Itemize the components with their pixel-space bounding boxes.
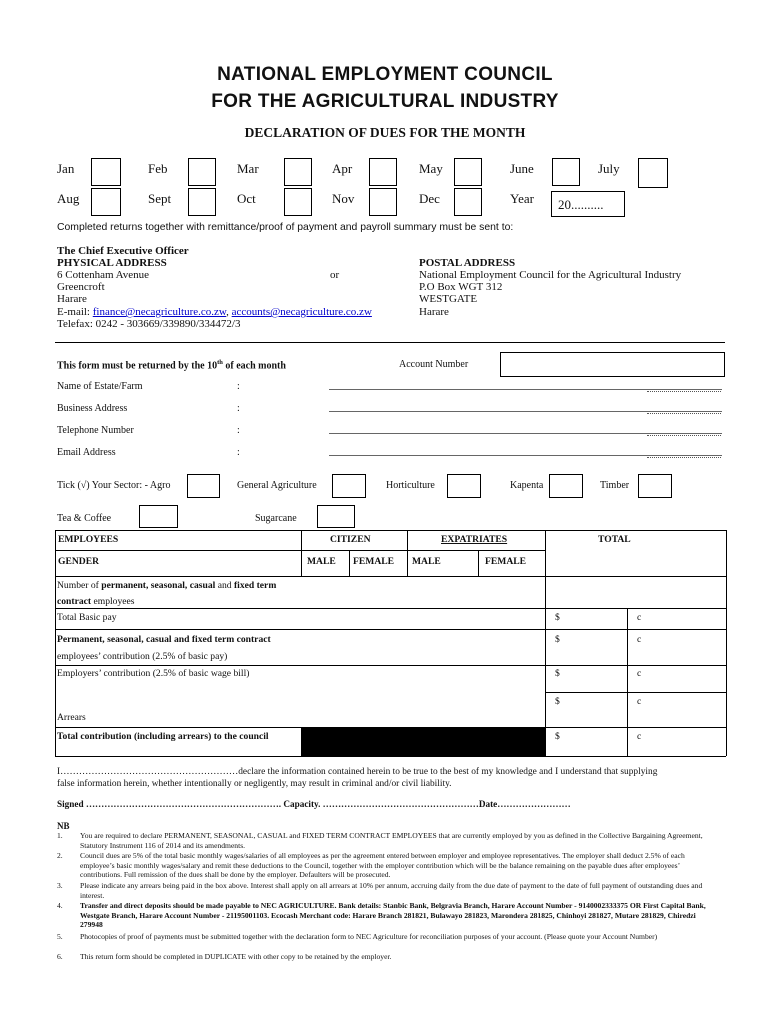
month-checkbox-dec[interactable] (454, 188, 482, 216)
field-label-telephone: Telephone Number (57, 425, 134, 436)
email-separator: , (226, 306, 232, 318)
sector-label-kapenta: Kapenta (510, 480, 544, 491)
dollar-sign: $ (555, 696, 560, 707)
physical-address-line: 6 Cottenham Avenue (57, 269, 150, 281)
nb-item-text: This return form should be completed in DUPLICATE with other copy to be retained by the employer. (80, 952, 392, 961)
month-label-jan: Jan (57, 161, 75, 176)
sector-label-timber: Timber (600, 480, 630, 491)
sector-label-horticulture: Horticulture (386, 480, 435, 491)
cent-sign: c (637, 634, 642, 645)
employer-contribution-cents-input[interactable] (646, 666, 725, 691)
table-rule (55, 756, 726, 757)
table-rule (407, 530, 408, 576)
account-number-label: Account Number (399, 359, 469, 370)
nb-item-number: 2. (57, 851, 63, 860)
month-label-nov: Nov (332, 191, 355, 206)
row-text-bold: contract (57, 596, 92, 607)
nb-item-text: Council dues are 5% of the total basic monthly wages/salaries of all employees as per the agreement entered between employer and employee representatives. The employer shall deduct 2.5% of each employee’s basic monthly wages/salary and remit these deductions to the Council, together with the employer contribution which will be the balance remaining on the payable dues after employees’ contributions. Full remission of the dues shall be done by the employer. Defaulters will be prosecuted. (80, 851, 685, 879)
dollar-sign: $ (555, 668, 560, 679)
field-label-business-address: Business Address (57, 403, 128, 414)
year-value: 20.......... (558, 197, 604, 212)
sector-checkbox-tea[interactable] (139, 505, 178, 528)
month-label-may: May (419, 161, 443, 176)
row-label-arrears: Arrears (57, 712, 86, 723)
month-checkbox-mar[interactable] (284, 158, 312, 186)
year-field[interactable] (551, 191, 625, 217)
return-note-text-end: of each month (222, 360, 286, 372)
total-contribution-cents-input[interactable] (646, 728, 725, 755)
nb-item-number: 6. (57, 952, 63, 961)
cent-sign: c (637, 612, 642, 623)
employer-contribution-dollars-input[interactable] (566, 666, 626, 691)
field-underline-extra (647, 435, 721, 436)
table-rule (478, 550, 479, 576)
nb-item-text: You are required to declare PERMANENT, SEASONAL, CASUAL and FIXED TERM CONTRACT EMPLOYEES that are currently employed by you as defined in the Collective Bargaining Agreement, Statutory Instrument 116 of 2014 and its amendments. (80, 831, 703, 850)
finance-email-link[interactable]: finance@necagriculture.co.zw (92, 306, 227, 318)
org-title-line1: NATIONAL EMPLOYMENT COUNCIL (217, 64, 553, 85)
col-header-employees: EMPLOYEES (58, 534, 119, 545)
row-label-total-basic-pay: Total Basic pay (57, 612, 117, 623)
field-colon: : (237, 403, 240, 414)
month-label-mar: Mar (237, 161, 259, 176)
table-rule (349, 550, 350, 576)
month-label-sep: Sept (148, 191, 172, 206)
month-checkbox-nov[interactable] (369, 188, 397, 216)
declaration-line: false information herein, whether intentionally or negligently, may result in criminal and/or civil liability. (57, 779, 452, 789)
nb-item-text: Photocopies of proof of payments must be submitted together with the declaration form to NEC Agriculture for reconciliation purposes of your account. (Please quote your Account Number) (80, 932, 658, 941)
arrears-cents-input[interactable] (646, 693, 725, 726)
shaded-cells (301, 727, 545, 756)
month-checkbox-aug[interactable] (91, 188, 121, 216)
table-rule (55, 530, 56, 756)
cent-sign: c (637, 668, 642, 679)
total-basic-pay-cents-input[interactable] (646, 609, 725, 628)
month-checkbox-feb[interactable] (188, 158, 216, 186)
telephone-input[interactable] (329, 433, 722, 434)
row-label-employer-contribution: Employers’ contribution (2.5% of basic wage bill) (57, 668, 250, 679)
sector-label-tea: Tea & Coffee (57, 513, 112, 524)
row-header-gender: GENDER (58, 556, 100, 567)
nb-item-text: Transfer and direct deposits should be made payable to NEC AGRICULTURE. Bank details: Stanbic Bank, Belgravia Branch, Harare Account Number - 9140002333375 OR First Capital Bank, Westgate Branch, Harare Account Number - 21195001103. Ecocash Merchant code: Harare Branch 281821, Bulawayo 281823, Marondera 281825, Chinhoyi 281827, Mutare 281829, Chiredzi 279948 (80, 901, 706, 929)
recipient-title: The Chief Executive Officer (57, 245, 189, 257)
nb-item-number: 5. (57, 932, 63, 941)
col-header-total: TOTAL (598, 534, 631, 545)
estate-name-input[interactable] (329, 389, 722, 390)
dollar-sign: $ (555, 612, 560, 623)
physical-address-line: Greencroft (57, 281, 105, 293)
field-colon: : (237, 381, 240, 392)
row-label-total-contribution: Total contribution (including arrears) to the council (57, 731, 269, 742)
instructions-text: Completed returns together with remittance/proof of payment and payroll summary must be sent to: (57, 222, 514, 233)
month-checkbox-apr[interactable] (369, 158, 397, 186)
field-label-email: Email Address (57, 447, 116, 458)
table-rule (545, 530, 546, 756)
email-label: E-mail: (57, 306, 93, 318)
email-line (57, 306, 372, 319)
form-subtitle: DECLARATION OF DUES FOR THE MONTH (244, 125, 526, 140)
dollar-sign: $ (555, 634, 560, 645)
or-separator: or (330, 269, 340, 281)
section-divider (55, 342, 725, 343)
total-contribution-dollars-input[interactable] (566, 728, 626, 755)
nb-item-number: 1. (57, 831, 63, 840)
month-label-jun: June (510, 161, 534, 176)
sector-checkbox-timber[interactable] (638, 474, 672, 498)
col-header-citizen-male: MALE (307, 556, 336, 567)
business-address-input[interactable] (329, 411, 722, 412)
account-number-field[interactable] (500, 352, 725, 377)
month-checkbox-jun[interactable] (552, 158, 580, 186)
physical-address-line: Harare (57, 293, 87, 305)
total-basic-pay-dollars-input[interactable] (566, 609, 626, 628)
nb-item-number: 4. (57, 901, 63, 910)
col-header-expat-male: MALE (412, 556, 441, 567)
field-colon: : (237, 447, 240, 458)
month-checkbox-jan[interactable] (91, 158, 121, 186)
col-header-citizen: CITIZEN (330, 534, 371, 545)
table-rule (301, 530, 302, 576)
sector-checkbox-general[interactable] (332, 474, 366, 498)
sector-checkbox-agro[interactable] (187, 474, 220, 498)
signature-line[interactable]: Signed ………………………………………………………. Capacity. ……………………………………………Date…………………… (57, 799, 571, 809)
arrears-dollars-input[interactable] (566, 693, 626, 726)
table-rule (55, 550, 545, 551)
declaration-line: I…………………………………………………declare the information contained herein to be true to the best of my knowledge and I understand that supplying (57, 767, 658, 777)
month-checkbox-oct[interactable] (284, 188, 312, 216)
field-label-estate: Name of Estate/Farm (57, 381, 143, 392)
postal-address-line: WESTGATE (419, 293, 478, 305)
postal-address-heading: POSTAL ADDRESS (419, 257, 516, 269)
dollar-sign: $ (555, 731, 560, 742)
row-text: employees (91, 596, 135, 607)
return-deadline-note (57, 359, 286, 371)
month-label-apr: Apr (332, 161, 353, 176)
month-checkbox-sep[interactable] (188, 188, 216, 216)
sector-checkbox-horticulture[interactable] (447, 474, 481, 498)
telefax-line: Telefax: 0242 - 303669/339890/334472/3 (57, 318, 241, 330)
row-text: Number of (57, 580, 102, 591)
col-header-citizen-female: FEMALE (353, 556, 395, 567)
accounts-email-link[interactable]: accounts@necagriculture.co.zw (231, 306, 372, 318)
month-label-jul: July (598, 161, 620, 176)
nb-heading: NB (57, 821, 70, 831)
physical-address-heading: PHYSICAL ADDRESS (57, 257, 167, 269)
declaration-text (57, 766, 737, 790)
return-note-sup: th (217, 359, 223, 366)
nb-item-number: 3. (57, 881, 63, 890)
employee-contribution-cents-input[interactable] (646, 630, 725, 664)
col-header-expatriates: EXPATRIATES (441, 534, 508, 545)
sector-label-general: General Agriculture (237, 480, 317, 491)
year-label: Year (510, 191, 534, 206)
row-text-bold: fixed term (233, 580, 277, 591)
postal-address-line: National Employment Council for the Agricultural Industry (419, 269, 682, 281)
col-header-expat-female: FEMALE (485, 556, 527, 567)
row-label-employee-contribution-2: employees’ contribution (2.5% of basic pay) (57, 651, 228, 662)
sector-checkbox-kapenta[interactable] (549, 474, 583, 498)
table-rule (726, 530, 727, 756)
cent-sign: c (637, 731, 642, 742)
employee-contribution-dollars-input[interactable] (566, 630, 626, 664)
month-label-aug: Aug (57, 191, 80, 206)
sector-tick-label: Tick (√) Your Sector: - Agro (57, 480, 171, 491)
row-text-bold: permanent, seasonal, casual (101, 580, 216, 591)
nb-item-text: Please indicate any arrears being paid in the box above. Interest shall apply on all arrears at 10% per annum, accruing daily from the due date of payment to the date of full payment of outstanding dues and interest. (80, 881, 703, 900)
cent-sign: c (637, 696, 642, 707)
month-label-oct: Oct (237, 191, 256, 206)
field-colon: : (237, 425, 240, 436)
sector-checkbox-sugarcane[interactable] (317, 505, 355, 528)
field-underline-extra (647, 457, 721, 458)
table-rule (55, 530, 726, 531)
postal-address-line: P.O Box WGT 312 (419, 281, 503, 293)
table-rule (627, 608, 628, 756)
month-checkbox-may[interactable] (454, 158, 482, 186)
field-underline-extra (647, 413, 721, 414)
row-label-employee-contribution: Permanent, seasonal, casual and fixed term contract (57, 634, 271, 645)
row-text: and (215, 580, 234, 591)
email-input[interactable] (329, 455, 722, 456)
sector-label-sugarcane: Sugarcane (255, 513, 297, 524)
month-label-dec: Dec (419, 191, 440, 206)
return-note-text: This form must be returned by the 10 (57, 360, 218, 372)
field-underline-extra (647, 391, 721, 392)
row-label-employee-count (57, 578, 276, 610)
month-label-feb: Feb (148, 161, 168, 176)
employee-count-inputs[interactable] (302, 577, 544, 607)
postal-address-line: Harare (419, 306, 449, 318)
org-title-line2: FOR THE AGRICULTURAL INDUSTRY (211, 91, 559, 112)
month-checkbox-jul[interactable] (638, 158, 668, 188)
employee-count-total-input[interactable] (546, 577, 725, 607)
